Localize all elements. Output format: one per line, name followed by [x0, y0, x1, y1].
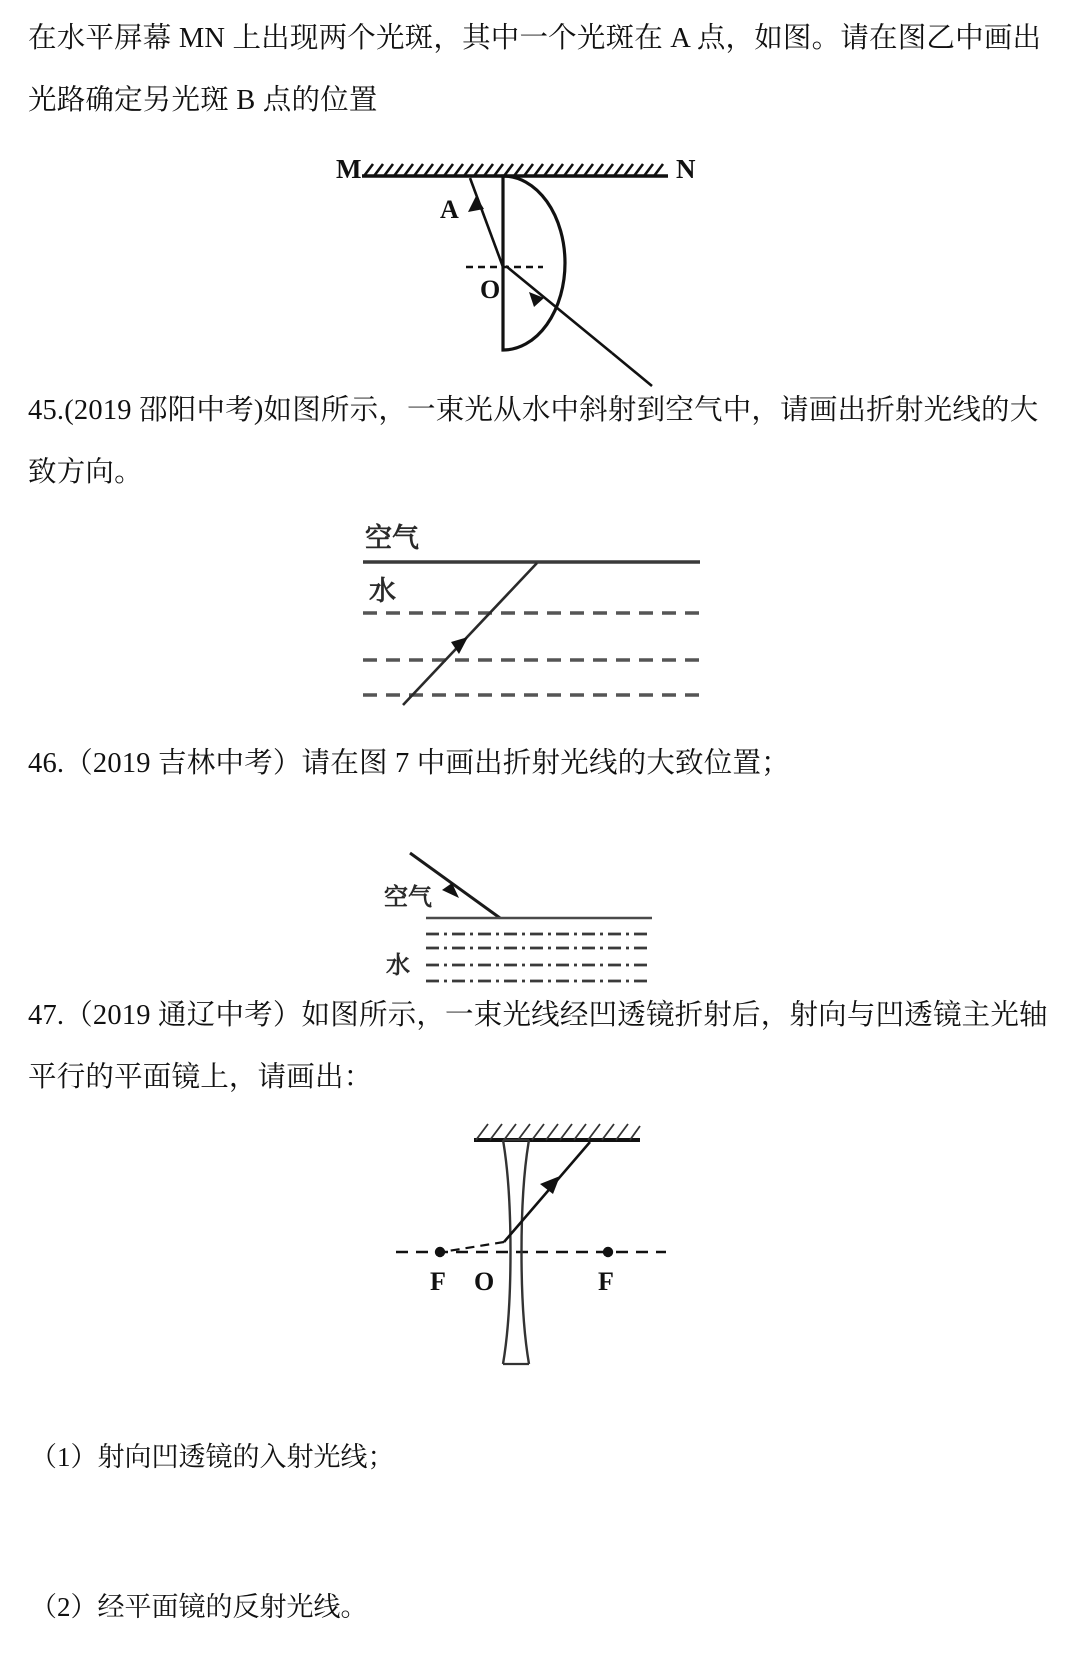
incident-ray-in-water: [403, 563, 537, 705]
label-o: O: [480, 275, 501, 304]
focus-point-left: [435, 1247, 445, 1257]
label-a: A: [440, 195, 459, 224]
subitem-q47-1: （1）射向凹透镜的入射光线；: [30, 1442, 395, 1472]
question-text-q45: 45.(2019 邵阳中考)如图所示，一束光从水中斜射到空气中，请画出折射光线的大致方向。: [28, 395, 1039, 488]
label-air: 空气: [365, 523, 419, 554]
subitem-q47-2: （2）经平面镜的反射光线。: [30, 1592, 368, 1622]
label-n: N: [676, 154, 696, 184]
figure-water-to-air: [355, 515, 705, 705]
label-water: 水: [386, 951, 410, 979]
semicircular-glass-block: [503, 176, 565, 350]
screen-hatching: [364, 164, 663, 176]
question-text-q44: 在水平屏幕 MN 上出现两个光斑，其中一个光斑在 A 点，如图。请在图乙中画出光路确定另光斑 B 点的位置: [28, 23, 1042, 116]
ray-virtual-extension: [442, 1242, 504, 1252]
refracted-ray-arrow: [540, 1176, 560, 1194]
label-focus-left: F: [430, 1267, 446, 1296]
figure-4-svg: [390, 1118, 670, 1368]
refracted-ray-to-a: [470, 178, 503, 267]
figure-1-svg: [300, 140, 740, 370]
figure-concave-lens-mirror: [390, 1118, 670, 1368]
label-air: 空气: [384, 883, 432, 911]
figure-semicircular-lens: [300, 140, 740, 370]
label-m: M: [336, 154, 362, 184]
figure-2-svg: [355, 515, 705, 705]
refracted-ray-to-mirror: [504, 1142, 590, 1242]
question-text-q46: 46.（2019 吉林中考）请在图 7 中画出折射光线的大致位置；: [28, 748, 790, 779]
question-text-q47: 47.（2019 通辽中考）如图所示，一束光线经凹透镜折射后，射向与凹透镜主光轴平行的平面镜上，请画出：: [28, 1000, 1048, 1093]
figure-air-to-water: [380, 805, 660, 979]
focus-point-right: [603, 1247, 613, 1257]
mirror-hatching: [476, 1124, 640, 1140]
label-water: 水: [369, 576, 396, 607]
label-optical-center: O: [474, 1267, 495, 1296]
figure-3-svg: [380, 805, 660, 979]
incident-ray: [506, 266, 612, 353]
label-focus-right: F: [598, 1267, 614, 1296]
